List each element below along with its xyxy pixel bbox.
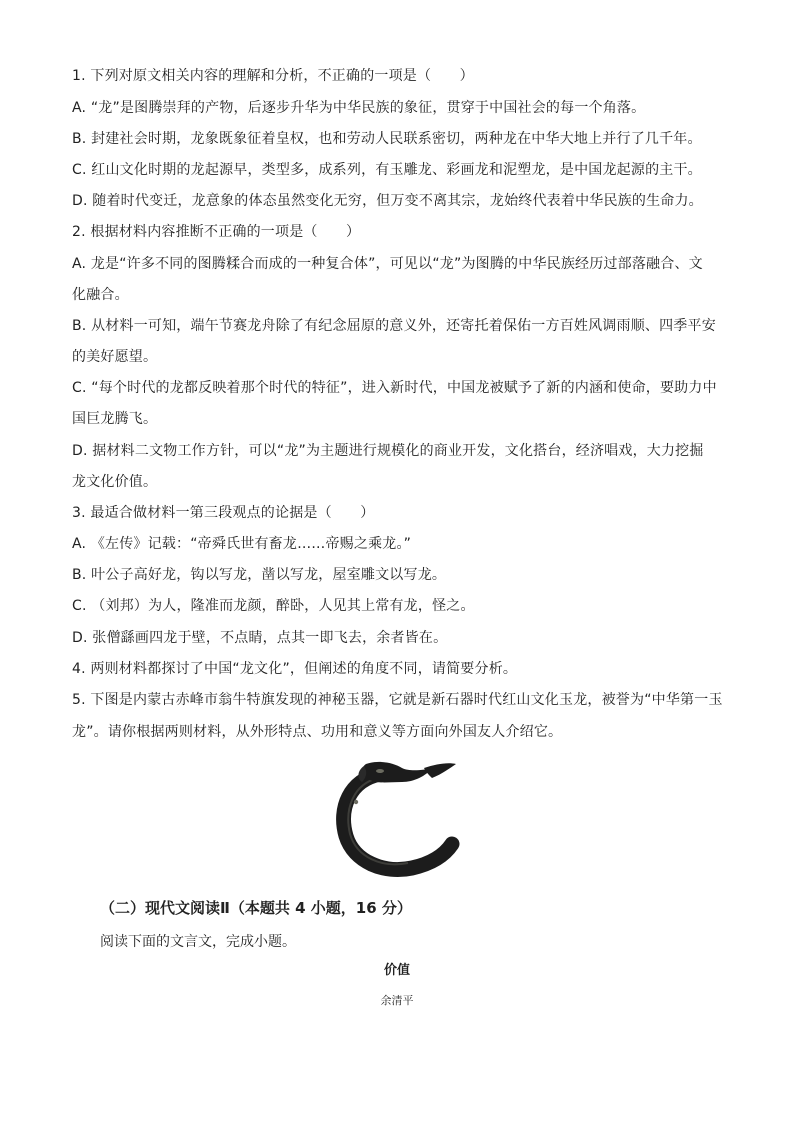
- jade-dragon-hole: [354, 800, 358, 804]
- question-1-option-d: D. 随着时代变迁，龙意象的体态虽然变化无穷，但万变不离其宗，龙始终代表着中华民族的生命力。: [72, 193, 703, 209]
- question-2-option-c-line2: 国巨龙腾飞。: [72, 411, 158, 427]
- question-3-stem: 3. 最适合做材料一第三段观点的论据是（ ）: [72, 505, 375, 521]
- question-2-option-a-line2: 化融合。: [72, 287, 129, 303]
- question-3-option-d: D. 张僧繇画四龙于壁，不点睛，点其一即飞去，余者皆在。: [72, 630, 448, 646]
- question-3-option-b: B. 叶公子高好龙，钩以写龙，凿以写龙，屋室雕文以写龙。: [72, 567, 447, 583]
- question-3-option-a: A. 《左传》记载：“帝舜氏世有畜龙……帝赐之乘龙。”: [72, 536, 412, 552]
- question-3-option-c: C. （刘邦）为人，隆准而龙颜，醉卧，人见其上常有龙，怪之。: [72, 598, 475, 614]
- question-2-option-a-line1: A. 龙是“许多不同的图腾糅合而成的一种复合体”，可见以“龙”为图腾的中华民族经历过部落融合、文: [72, 256, 703, 272]
- question-1-option-c: C. 红山文化时期的龙起源早，类型多，成系列，有玉雕龙、彩画龙和泥塑龙，是中国龙起源的主干。: [72, 162, 702, 178]
- section-intro: 阅读下面的文言文，完成小题。: [100, 934, 296, 950]
- jade-dragon-eye: [376, 769, 384, 773]
- question-1-stem: 1. 下列对原文相关内容的理解和分析，不正确的一项是（ ）: [72, 68, 474, 84]
- jade-dragon-image: [320, 760, 472, 878]
- section-heading: （二）现代文阅读Ⅱ（本题共 4 小题，16 分）: [100, 899, 412, 917]
- article-author: 余清平: [380, 994, 414, 1007]
- question-2-option-d-line2: 龙文化价值。: [72, 474, 158, 490]
- jade-dragon-head: [363, 762, 432, 783]
- question-2-option-d-line1: D. 据材料二文物工作方针，可以“龙”为主题进行规模化的商业开发，文化搭台，经济唱戏，大力挖掘: [72, 443, 704, 459]
- question-4-stem: 4. 两则材料都探讨了中国“龙文化”，但阐述的角度不同，请简要分析。: [72, 661, 518, 677]
- question-2-option-b-line2: 的美好愿望。: [72, 349, 158, 365]
- question-1-option-b: B. 封建社会时期，龙象既象征着皇权，也和劳动人民联系密切，两种龙在中华大地上并行了几千年。: [72, 131, 702, 147]
- question-2-option-b-line1: B. 从材料一可知，端午节赛龙舟除了有纪念屈原的意义外，还寄托着保佑一方百姓风调雨顺、四季平安: [72, 318, 716, 334]
- question-2-option-c-line1: C. “每个时代的龙都反映着那个时代的特征”，进入新时代，中国龙被赋予了新的内涵和使命，要助力中: [72, 380, 717, 396]
- jade-dragon-mane: [424, 763, 456, 778]
- question-5-stem-line1: 5. 下图是内蒙古赤峰市翁牛特旗发现的神秘玉器，它就是新石器时代红山文化玉龙，被誉为“中华第一玉: [72, 692, 723, 708]
- article-title: 价值: [383, 963, 410, 978]
- question-5-stem-line2: 龙”。请你根据两则材料，从外形特点、功用和意义等方面向外国友人介绍它。: [72, 724, 563, 740]
- question-1-option-a: A. “龙”是图腾崇拜的产物，后逐步升华为中华民族的象征，贯穿于中国社会的每一个角落。: [72, 100, 646, 116]
- question-2-stem: 2. 根据材料内容推断不正确的一项是（ ）: [72, 224, 361, 240]
